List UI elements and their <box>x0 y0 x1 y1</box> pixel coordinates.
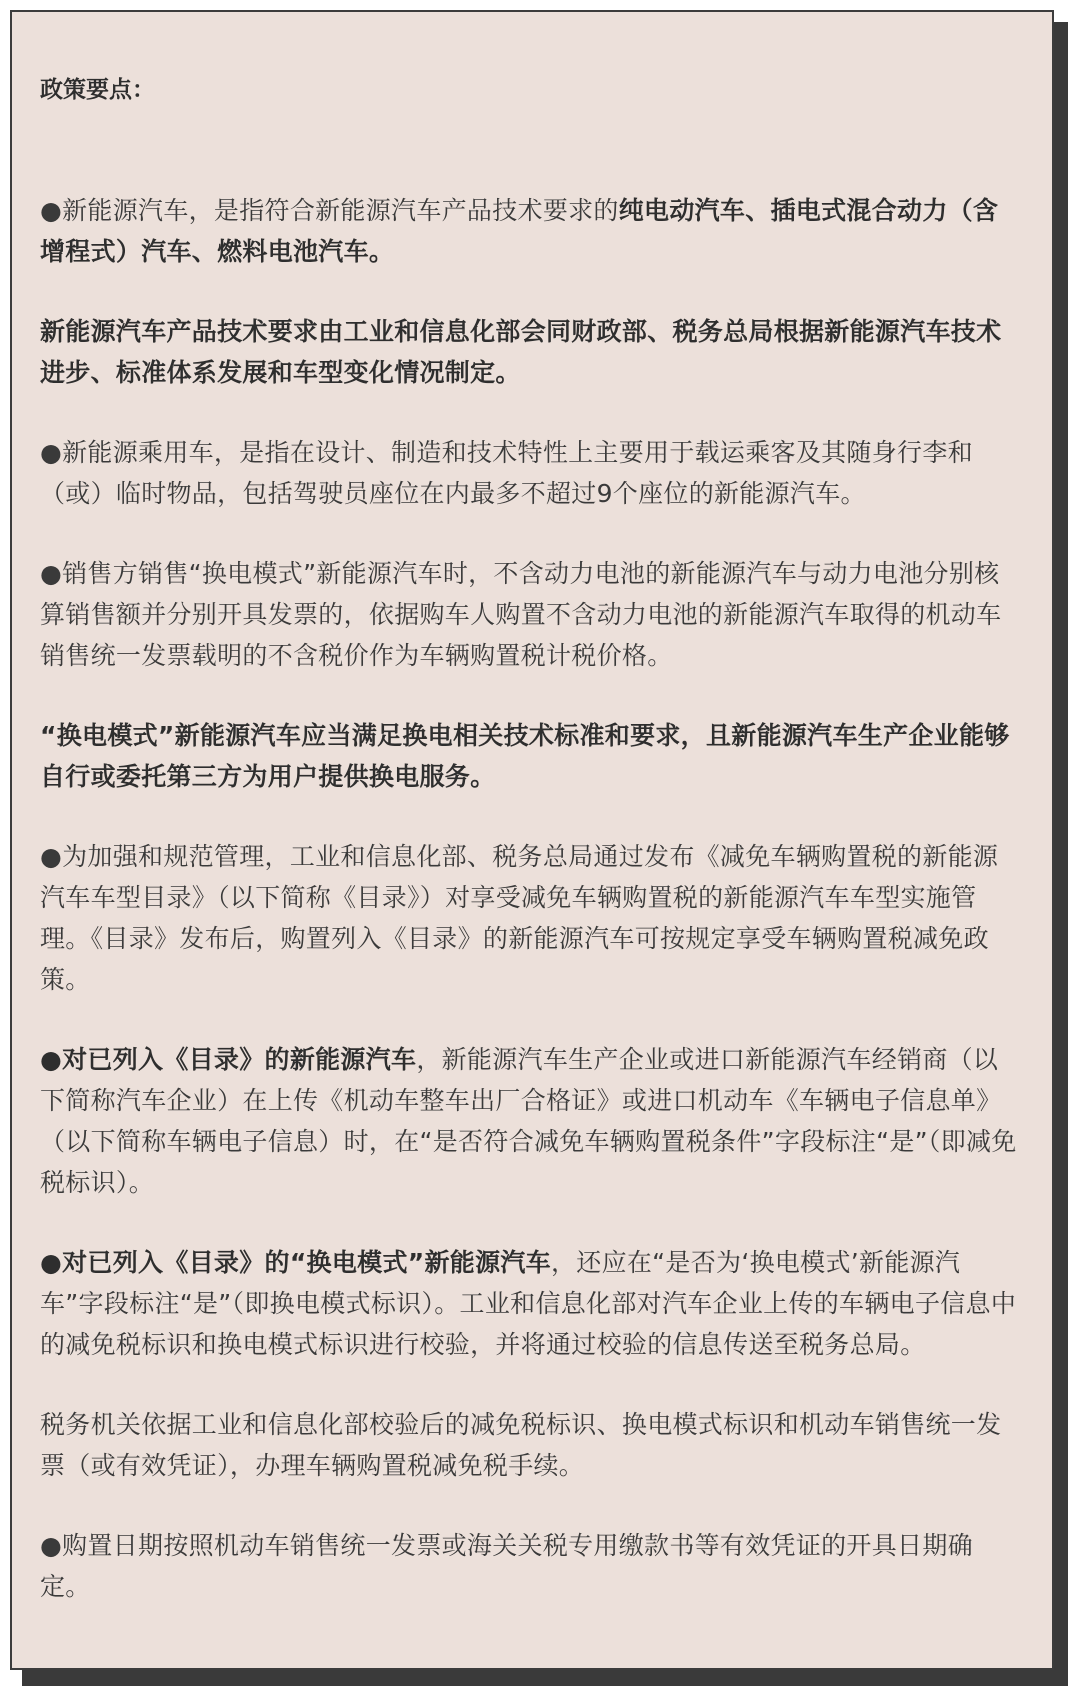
paragraph-text: ，新能源汽车生产企业或进口新能源汽车经销商（以下简称汽车企业）在上传《机动车整车出厂合格证》或进口机动车《车辆电子信息单》（以下简称车辆电子信息）时，在“是否符合减免车辆购置税条件”字段标注“是”（即减免税标识）。 <box>40 1045 1017 1197</box>
paragraph-text: ●新能源汽车，是指符合新能源汽车产品技术要求的 <box>40 196 619 225</box>
paragraph-tax-authority: 税务机关依据工业和信息化部校验后的减免税标识、换电模式标识和机动车销售统一发票（或有效凭证），办理车辆购置税减免税手续。 <box>40 1410 1002 1480</box>
paragraph-battery-swap-standard: “换电模式”新能源汽车应当满足换电相关技术标准和要求，且新能源汽车生产企业能够自行或委托第三方为用户提供换电服务。 <box>40 721 1010 791</box>
policy-card <box>10 10 1054 1670</box>
paragraph-text: ，还应在“是否为‘换电模式’新能源汽车”字段标注“是”（即换电模式标识）。工业和信息化部对汽车企业上传的车辆电子信息中的减免税标识和换电模式标识进行校验，并将通过校验的信息传送至税务总局。 <box>40 1248 1017 1359</box>
paragraph-catalog-listed <box>40 1039 1022 1203</box>
paragraph-purchase-date: ●购置日期按照机动车销售统一发票或海关关税专用缴款书等有效凭证的开具日期确定。 <box>40 1531 973 1601</box>
paragraph-nev-definition <box>40 190 1022 272</box>
paragraph-catalog-battery-swap <box>40 1242 1022 1365</box>
paragraph-bold-text: 纯电动汽车、插电式混合动力（含增程式）汽车、燃料电池汽车。 <box>40 196 999 266</box>
paragraph-tech-requirements: 新能源汽车产品技术要求由工业和信息化部会同财政部、税务总局根据新能源汽车技术进步、标准体系发展和车型变化情况制定。 <box>40 317 1002 387</box>
section-heading: 政策要点： <box>40 77 155 103</box>
paragraph-passenger-car: ●新能源乘用车，是指在设计、制造和技术特性上主要用于载运乘客及其随身行李和（或）临时物品，包括驾驶员座位在内最多不超过9个座位的新能源汽车。 <box>40 438 973 508</box>
paragraph-bold-text: ●对已列入《目录》的“换电模式”新能源汽车 <box>40 1248 551 1277</box>
paragraph-battery-swap-sales: ●销售方销售“换电模式”新能源汽车时，不含动力电池的新能源汽车与动力电池分别核算销售额并分别开具发票的，依据购车人购置不含动力电池的新能源汽车取得的机动车销售统一发票载明的不含税价作为车辆购置税计税价格。 <box>40 559 1002 670</box>
paragraph-catalog-management: ●为加强和规范管理，工业和信息化部、税务总局通过发布《减免车辆购置税的新能源汽车车型目录》（以下简称《目录》）对享受减免车辆购置税的新能源汽车车型实施管理。《目录》发布后，购置列入《目录》的新能源汽车可按规定享受车辆购置税减免政策。 <box>40 842 999 994</box>
paragraph-bold-text: ●对已列入《目录》的新能源汽车 <box>40 1045 417 1074</box>
